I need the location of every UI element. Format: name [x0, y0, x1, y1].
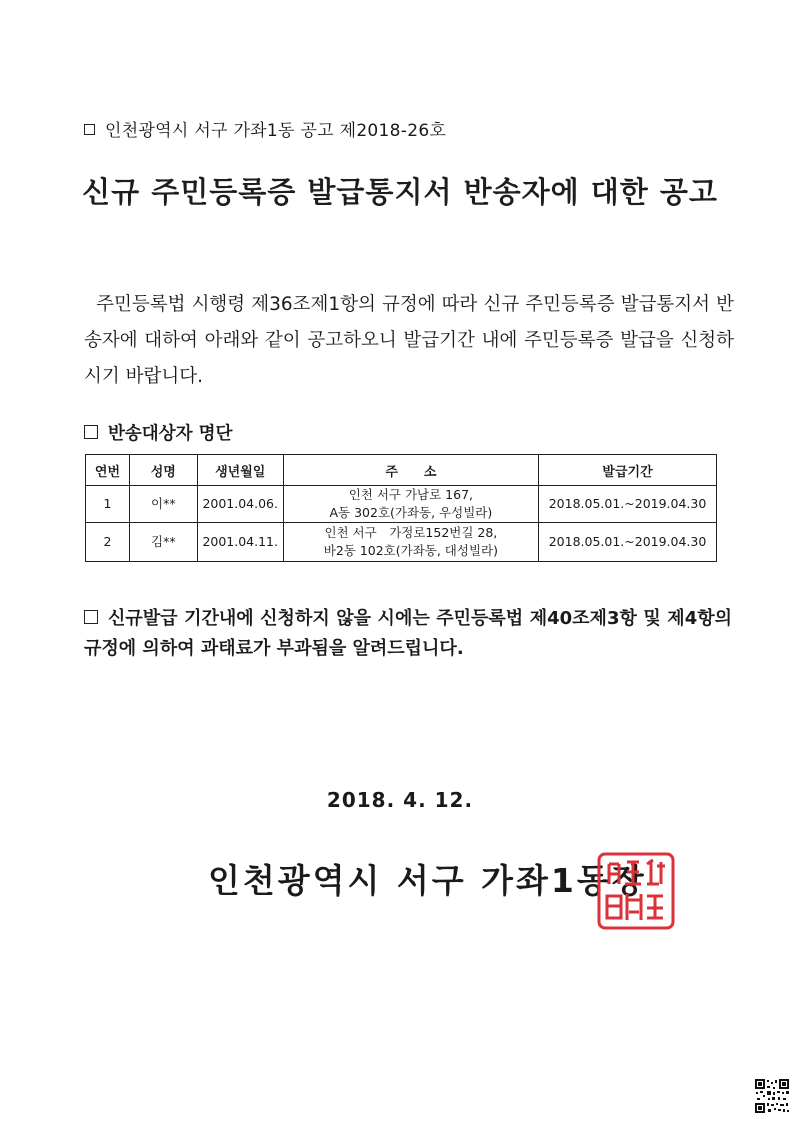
- checkbox-bullet-icon: [84, 610, 98, 624]
- signer-name: 인천광역시 서구 가좌1동장: [208, 861, 647, 900]
- table-row: [86, 486, 717, 523]
- document-title: 신규 주민등록증 발급통지서 반송자에 대한 공고: [82, 175, 718, 209]
- cell-no: 1: [86, 486, 130, 523]
- cell-birth: 2001.04.11.: [197, 523, 283, 562]
- square-bullet-icon: [84, 124, 95, 135]
- address-line-1: 인천 서구 가정로152번길 28,: [324, 525, 498, 540]
- checkbox-bullet-icon: [84, 425, 98, 439]
- table-row: [86, 523, 717, 562]
- cell-name: 김**: [129, 523, 197, 562]
- warning-text: 신규발급 기간내에 신청하지 않을 시에는 주민등록법 제40조제3항 및 제4항의 규정에 의하여 과태료가 부과됨을 알려드립니다.: [84, 608, 732, 659]
- qr-code-icon: [754, 1078, 790, 1114]
- warning-paragraph: [84, 604, 732, 664]
- header-name: 성명: [129, 455, 197, 486]
- official-seal-icon: [595, 850, 677, 932]
- notice-number-text: 인천광역시 서구 가좌1동 공고 제2018-26호: [105, 121, 447, 141]
- body-paragraph: [84, 287, 734, 395]
- recipients-table: [85, 454, 717, 562]
- header-no: 연번: [86, 455, 130, 486]
- cell-period: 2018.05.01.~2019.04.30: [539, 523, 717, 562]
- header-birth: 생년월일: [197, 455, 283, 486]
- cell-no: 2: [86, 523, 130, 562]
- address-line-1: 인천 서구 가남로 167,: [348, 487, 474, 502]
- notice-number: [84, 116, 446, 141]
- list-heading: [84, 420, 232, 445]
- header-period: 발급기간: [539, 455, 717, 486]
- cell-address: [283, 486, 538, 523]
- cell-name: 이**: [129, 486, 197, 523]
- address-line-2: 바2동 102호(가좌동, 대성빌라): [323, 543, 498, 558]
- cell-period: 2018.05.01.~2019.04.30: [539, 486, 717, 523]
- list-heading-text: 반송대상자 명단: [108, 424, 233, 444]
- cell-address: [283, 523, 538, 562]
- cell-birth: 2001.04.06.: [197, 486, 283, 523]
- notice-date: 2018. 4. 12.: [326, 788, 474, 812]
- table-header-row: [86, 455, 717, 486]
- body-text: 주민등록법 시행령 제36조제1항의 규정에 따라 신규 주민등록증 발급통지서 반송자에 대하여 아래와 같이 공고하오니 발급기간 내에 주민등록증 발급을 신청하시기 바랍니다.: [84, 294, 734, 387]
- header-address: 주 소: [283, 455, 538, 486]
- address-line-2: A동 302호(가좌동, 우성빌라): [329, 505, 493, 520]
